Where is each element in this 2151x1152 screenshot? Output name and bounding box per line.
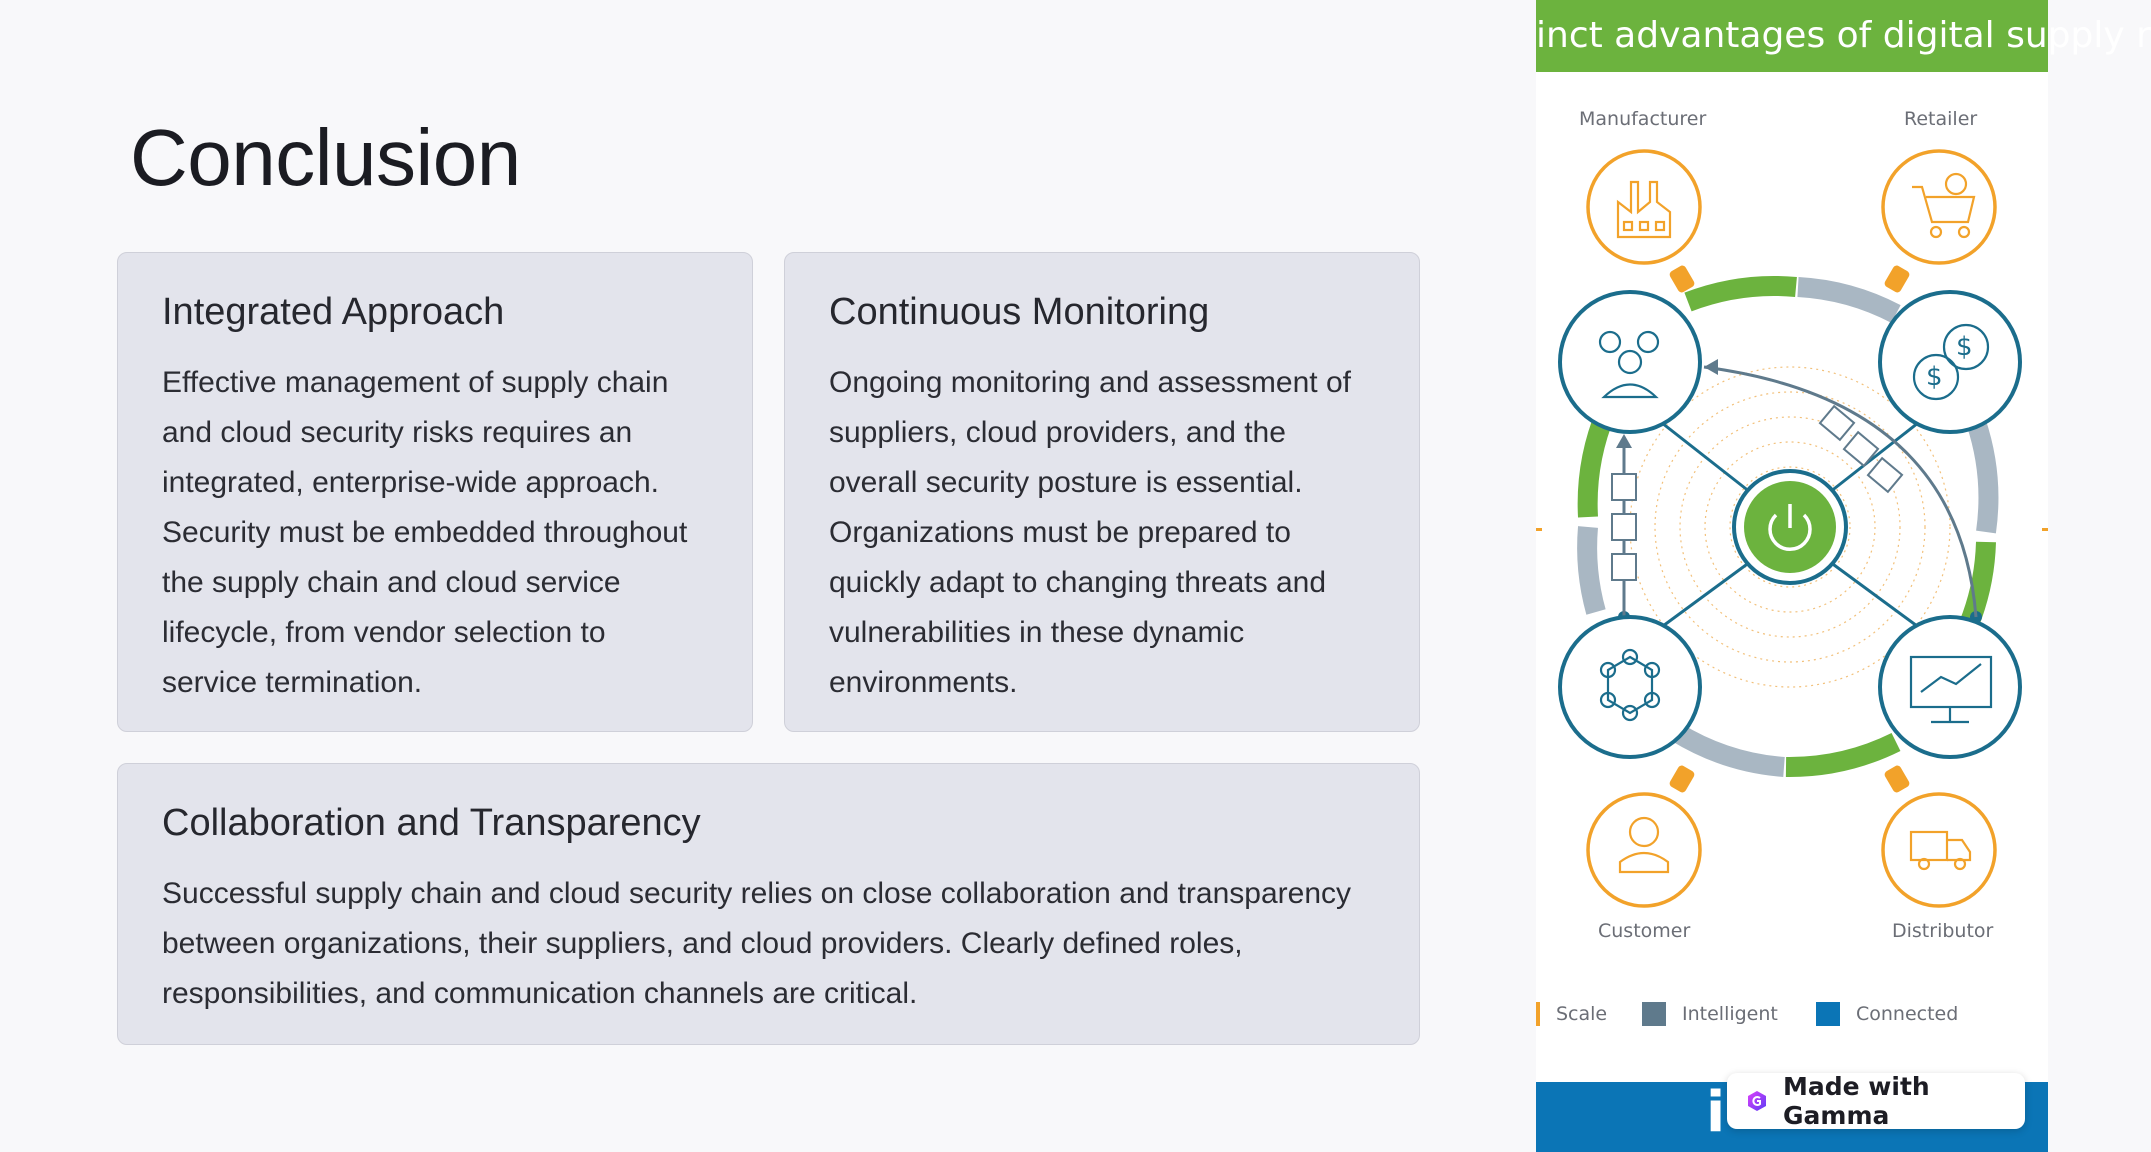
legend-label: Intelligent [1682,1003,1778,1025]
node-label-customer: Customer [1598,920,1691,942]
card-heading: Collaboration and Transparency [162,802,701,844]
footer-logo: i [1706,1080,1726,1145]
legend-item-intelligent [1642,1002,1778,1026]
svg-text:$: $ [1926,362,1943,392]
node-label-retailer: Retailer [1904,108,1978,130]
card-continuous-monitoring [784,252,1420,732]
legend-label: Connected [1856,1003,1959,1025]
legend-swatch [1642,1002,1666,1026]
card-heading: Integrated Approach [162,291,505,333]
supply-chain-diagram [1536,72,2048,1002]
legend-item-scale [1536,1002,1607,1026]
card-collaboration-transparency [117,763,1420,1045]
node-label-manufacturer: Manufacturer [1579,108,1707,130]
legend-swatch [1536,1002,1540,1026]
legend-swatch [1816,1002,1840,1026]
diagram-legend [1536,1002,2048,1032]
badge-label: Made with Gamma [1783,1072,1930,1130]
page-title: Conclusion [130,113,521,202]
card-body: Successful supply chain and cloud security relies on close collaboration and transparency between organizations, their suppliers, and cloud providers. Clearly defined roles, responsibilities, and communication channels are critical. [162,877,1351,1010]
gamma-logo-icon [1745,1089,1769,1113]
supply-chain-image [1536,0,2151,1152]
card-integrated-approach [117,252,753,732]
card-body: Ongoing monitoring and assessment of suppliers, cloud providers, and the overall security posture is essential. Organizations must be prepared to quickly adapt to changing threats and vulnerabilities in these dynamic environments. [829,366,1351,699]
card-heading: Continuous Monitoring [829,291,1210,333]
image-banner: inct advantages of digital supply r [1536,0,2048,72]
legend-label: Scale [1556,1003,1608,1025]
svg-text:$: $ [1956,332,1973,362]
node-label-distributor: Distributor [1892,920,1994,942]
legend-item-connected [1816,1002,1958,1026]
made-with-gamma-badge[interactable] [1727,1073,2025,1129]
card-body: Effective management of supply chain and cloud security risks requires an integrated, enterprise-wide approach. Security must be embedded throughout the supply chain and cloud service lifecycle, from vendor selection to service termination. [162,366,688,699]
